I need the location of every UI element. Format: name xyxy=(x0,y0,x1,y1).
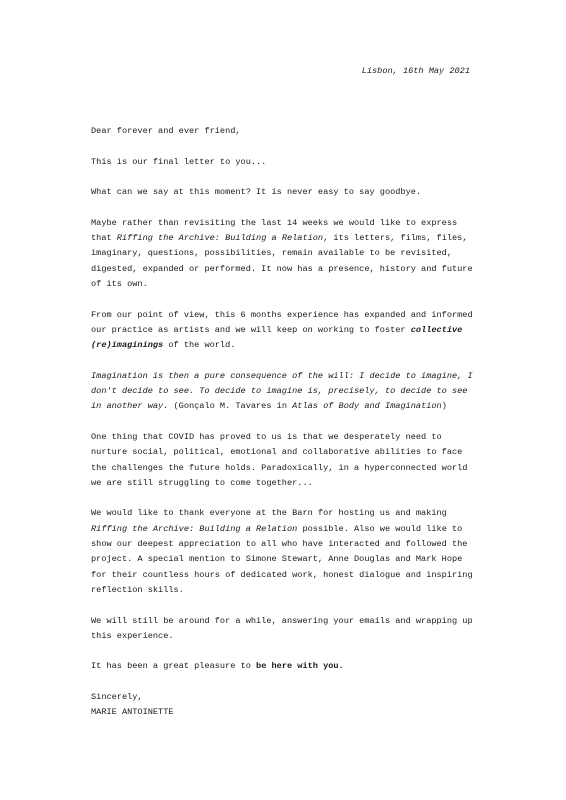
signature: MARIE ANTOINETTE xyxy=(91,707,174,718)
greeting: Dear forever and ever friend, xyxy=(91,126,241,136)
letter-date: Lisbon, 16th May 2021 xyxy=(361,66,470,76)
paragraph-thanks-text-a: We would like to thank everyone at the Barn for hosting us and making xyxy=(91,508,447,519)
project-title: Riffing the Archive: Building a Relation xyxy=(116,233,324,244)
paragraph-archive xyxy=(91,216,477,292)
paragraph-quote xyxy=(91,369,477,415)
paragraph-view-text-b: of the world. xyxy=(163,340,236,351)
paragraph-pleasure xyxy=(91,659,477,674)
quote-cite-b: ) xyxy=(441,401,447,412)
project-title-thanks: Riffing the Archive: Building a Relation xyxy=(91,523,298,534)
paragraph-still-around: We will still be around for a while, answering your emails and wrapping up this experience. xyxy=(91,615,473,641)
paragraph-final-letter: This is our final letter to you... xyxy=(91,156,267,167)
paragraph-archive-text-a: Maybe rather than revisiting the last 14 weeks we would like to express that xyxy=(91,217,458,244)
paragraph-pleasure-text: It has been a great pleasure to xyxy=(91,661,257,672)
paragraph-archive-text-b: , its letters, films, files, imaginary, questions, possibilities, remain available to be revisited, digested, expanded or performed. It now has a presence, history and future of its own. xyxy=(91,233,473,289)
quote-cite-a: (Gonçalo M. Tavares in xyxy=(168,401,293,412)
collective-reimaginings-emphasis: collective (re)imaginings xyxy=(91,324,463,351)
paragraph-thanks xyxy=(91,506,477,598)
quote-text: Imagination is then a pure consequence of the will: I decide to imagine, I don't decide to see. To decide to imagine is, precisely, to decide to see in another way. xyxy=(91,370,473,412)
closing: Sincerely, xyxy=(91,691,143,702)
quote-cite-title: Atlas of Body and Imagination xyxy=(292,401,442,412)
paragraph-thanks-text-b: possible. Also we would like to show our deepest appreciation to all who have interacted and followed the project. A special mention to Simone Stewart, Anne Douglas and Mark Hope for their countless hours of dedicated work, honest dialogue and inspiring reflection skills. xyxy=(91,523,473,595)
paragraph-point-of-view xyxy=(91,308,477,354)
paragraph-covid: One thing that COVID has proved to us is that we desperately need to nurture social, political, emotional and collaborative abilities to face the challenges the future holds. Paradoxically, in a hyperconnected world we are still struggling to come together... xyxy=(91,431,468,488)
be-here-emphasis: be here with you. xyxy=(256,661,344,672)
paragraph-view-text-a: From our point of view, this 6 months experience has expanded and informed our practice as artists and we will keep on working to foster xyxy=(91,309,473,335)
letter-body xyxy=(91,124,477,721)
paragraph-goodbye: What can we say at this moment? It is never easy to say goodbye. xyxy=(91,187,422,198)
